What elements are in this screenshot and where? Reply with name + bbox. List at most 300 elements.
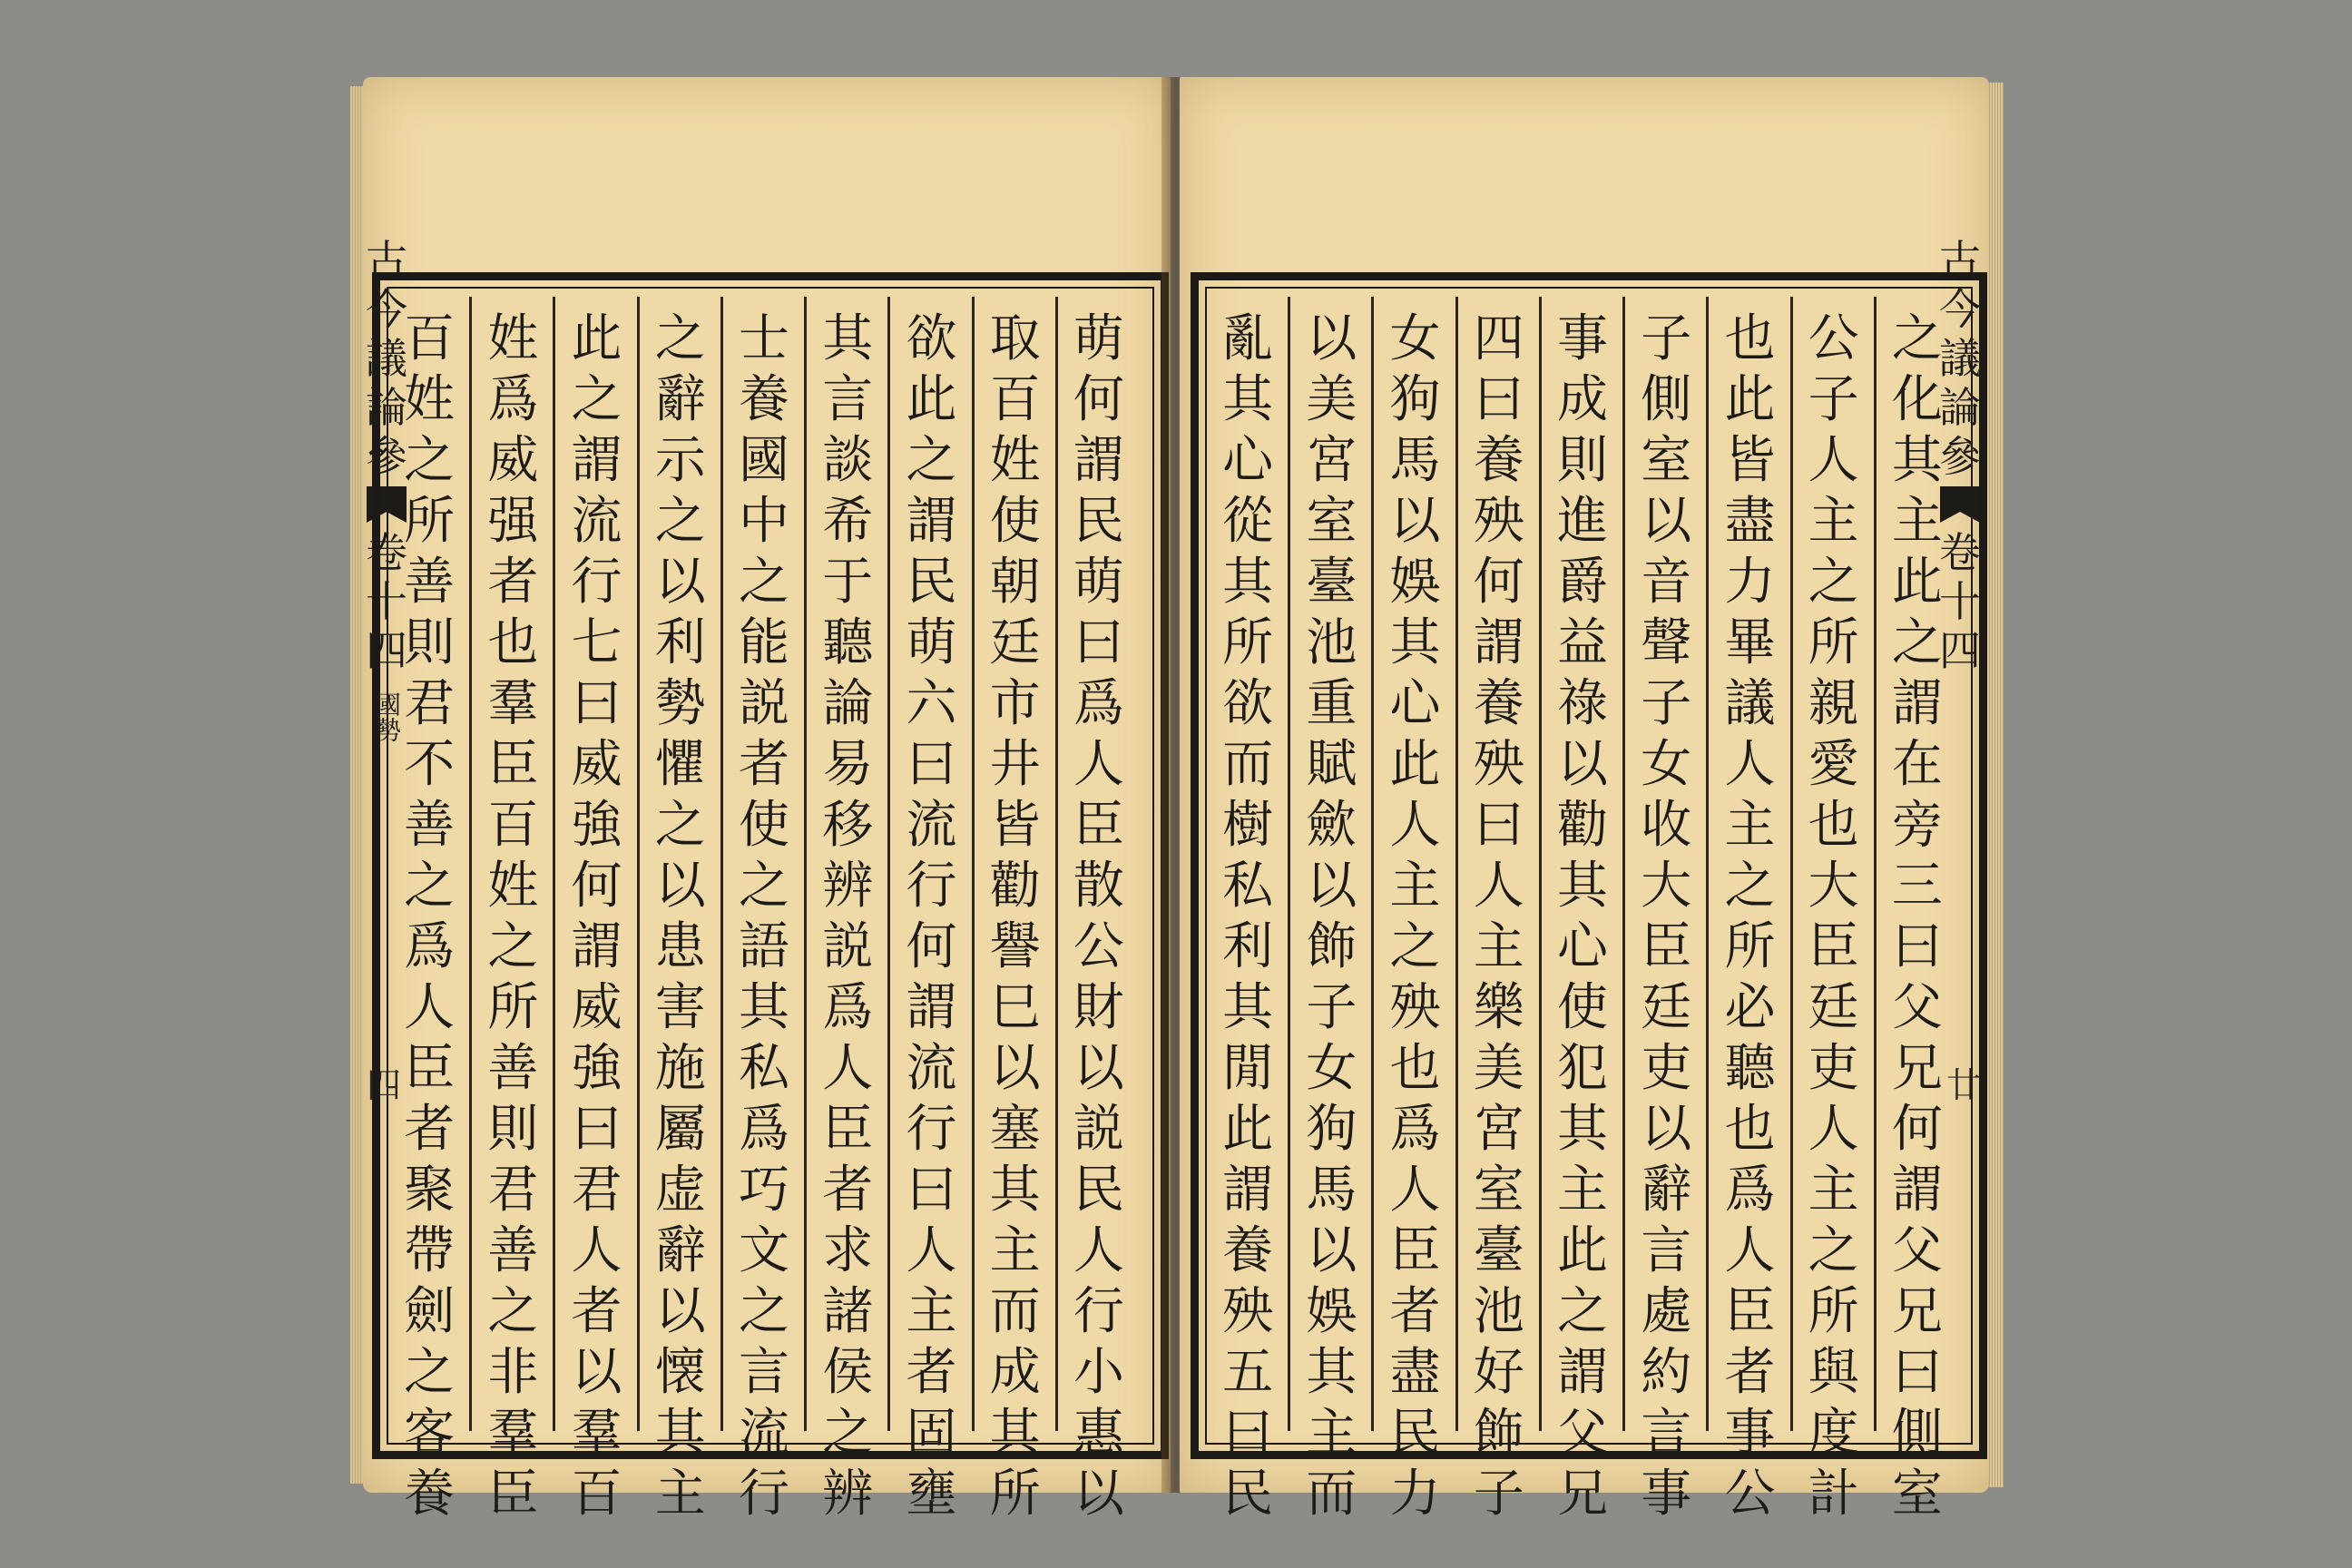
character: 何: [1073, 370, 1124, 429]
character: 聽: [1724, 1039, 1776, 1098]
column-rule: [469, 297, 472, 1431]
character: 六: [906, 674, 957, 733]
character: 爵: [1557, 553, 1608, 612]
left-page-edges: [350, 86, 363, 1484]
character: 私: [1222, 857, 1274, 916]
character: 廷: [1641, 978, 1692, 1037]
character: 之: [1389, 917, 1441, 976]
character: 流: [571, 492, 622, 551]
character: 辨: [822, 1465, 874, 1524]
character: 何: [1473, 553, 1524, 612]
character: 之: [1724, 857, 1776, 916]
character: 以: [1306, 857, 1357, 916]
character: 臣: [1389, 1221, 1441, 1280]
character: 懼: [654, 735, 706, 794]
column-rule: [1455, 297, 1458, 1431]
character: 威: [571, 735, 622, 794]
character: 流: [906, 1039, 957, 1098]
character: 者: [739, 735, 789, 794]
character: 之: [1557, 1282, 1608, 1341]
character: 人: [1389, 796, 1441, 855]
character: 市: [989, 674, 1041, 733]
character: 民: [1073, 492, 1124, 551]
character: 美: [1473, 1039, 1524, 1098]
character: 曰: [1222, 1404, 1274, 1463]
character: 公: [1073, 917, 1124, 976]
character: 行: [739, 1465, 789, 1524]
character: 希: [822, 492, 874, 551]
character: 心: [1389, 674, 1441, 733]
character: 其: [1891, 431, 1943, 490]
character: 馬: [1389, 431, 1441, 490]
character: 百: [989, 370, 1041, 429]
character: 巧: [739, 1161, 789, 1220]
character: 也: [1389, 1039, 1441, 1098]
margin-title-char: 論: [366, 383, 407, 432]
character: 曰: [906, 1161, 957, 1220]
character: 之: [654, 309, 706, 368]
character: 曰: [1891, 917, 1943, 976]
character: 施: [654, 1039, 706, 1098]
character: 爲: [1724, 1161, 1776, 1220]
character: 者: [1389, 1282, 1441, 1341]
character: 旁: [1891, 796, 1943, 855]
character: 萌: [1073, 553, 1124, 612]
character: 主: [989, 1221, 1041, 1280]
character: 易: [822, 735, 874, 794]
character: 羣: [571, 1404, 622, 1463]
character: 言: [822, 370, 874, 429]
text-column: [809, 309, 886, 1524]
character: 井: [989, 735, 1041, 794]
character: 之: [404, 857, 456, 916]
character: 人: [404, 978, 456, 1037]
character: 善: [487, 1039, 539, 1098]
character: 民: [1222, 1465, 1274, 1524]
text-column: [475, 309, 551, 1524]
character: 爲: [739, 1100, 789, 1159]
character: 娛: [1306, 1282, 1357, 1341]
character: 收: [1641, 796, 1692, 855]
column-rule: [553, 297, 555, 1431]
character: 祿: [1557, 674, 1608, 733]
margin-volume-char: 四: [366, 626, 407, 675]
text-column: [1796, 309, 1872, 1524]
character: 也: [487, 613, 539, 672]
character: 姓: [989, 431, 1041, 490]
character: 所: [404, 492, 456, 551]
character: 美: [1306, 370, 1357, 429]
character: 人: [822, 1039, 874, 1098]
character: 所: [1724, 917, 1776, 976]
character: 虚: [654, 1161, 706, 1220]
character: 私: [739, 1039, 789, 1098]
margin-title-char: 今: [1939, 285, 1981, 334]
character: 處: [1641, 1282, 1692, 1341]
character: 之: [1891, 309, 1943, 368]
character: 論: [822, 674, 874, 733]
character: 塞: [989, 1100, 1041, 1159]
character: 臣: [404, 1039, 456, 1098]
character: 人: [1389, 1161, 1441, 1220]
character: 人: [1724, 735, 1776, 794]
character: 主: [1724, 796, 1776, 855]
character: 犯: [1557, 1039, 1608, 1098]
column-rule: [1790, 297, 1793, 1431]
open-book: [363, 77, 1989, 1524]
character: 以: [1306, 309, 1357, 368]
character: 主: [1808, 1161, 1859, 1220]
character: 而: [989, 1282, 1041, 1341]
character: 譽: [989, 917, 1041, 976]
character: 殃: [1389, 978, 1441, 1037]
character: 民: [1389, 1404, 1441, 1463]
text-column: [1628, 309, 1704, 1524]
character: 行: [1073, 1282, 1124, 1341]
character: 使: [739, 796, 789, 855]
character: 欲: [1222, 674, 1274, 733]
character: 謂: [1473, 613, 1524, 672]
character: 朝: [989, 553, 1041, 612]
character: 此: [1724, 370, 1776, 429]
character: 羣: [487, 674, 539, 733]
character: 此: [1891, 553, 1943, 612]
character: 臣: [487, 1465, 539, 1524]
column-rule: [972, 297, 975, 1431]
character: 流: [906, 796, 957, 855]
character: 其: [1557, 857, 1608, 916]
character: 愛: [1808, 735, 1859, 794]
character: 進: [1557, 492, 1608, 551]
character: 成: [1557, 370, 1608, 429]
character: 三: [1891, 857, 1943, 916]
character: 則: [404, 613, 456, 672]
character: 公: [1724, 1465, 1776, 1524]
character: 計: [1808, 1465, 1859, 1524]
character: 廷: [1808, 978, 1859, 1037]
character: 之: [654, 492, 706, 551]
character: 約: [1641, 1343, 1692, 1402]
margin-volume-char: 四: [1939, 626, 1981, 675]
character: 則: [487, 1100, 539, 1159]
character: 事: [1557, 309, 1608, 368]
character: 所: [1808, 613, 1859, 672]
character: 曰: [571, 674, 622, 733]
character: 之: [404, 431, 456, 490]
character: 女: [1306, 1039, 1357, 1098]
character: 閒: [1222, 1039, 1274, 1098]
character: 臺: [1473, 1221, 1524, 1280]
character: 殃: [1222, 1282, 1274, 1341]
right-page-edges: [1989, 83, 2004, 1487]
character: 固: [906, 1404, 957, 1463]
margin-title-char: 議: [366, 334, 407, 383]
character: 使: [1557, 978, 1608, 1037]
character: 百: [487, 796, 539, 855]
character: 心: [1557, 917, 1608, 976]
character: 萌: [906, 613, 957, 672]
character: 父: [1891, 1221, 1943, 1280]
character: 公: [1808, 309, 1859, 368]
character: 室: [1641, 431, 1692, 490]
character: 强: [487, 492, 539, 551]
character: 者: [822, 1161, 874, 1220]
character: 其: [1389, 613, 1441, 672]
character: 曰: [1473, 370, 1524, 429]
character: 成: [989, 1343, 1041, 1402]
character: 其: [822, 309, 874, 368]
margin-title-char: 古: [366, 236, 407, 285]
character: 姓: [487, 857, 539, 916]
character: 欲: [906, 309, 957, 368]
character: 益: [1557, 613, 1608, 672]
character: 主: [1473, 917, 1524, 976]
text-column: [1711, 309, 1788, 1524]
character: 亂: [1222, 309, 1274, 368]
character: 臣: [1073, 796, 1124, 855]
character: 懐: [654, 1343, 706, 1402]
character: 聽: [822, 613, 874, 672]
character: 以: [654, 857, 706, 916]
character: 度: [1808, 1404, 1859, 1463]
character: 者: [906, 1343, 957, 1402]
character: 人: [1473, 857, 1524, 916]
column-rule: [1874, 297, 1877, 1431]
character: 害: [654, 978, 706, 1037]
character: 之: [404, 1343, 456, 1402]
character: 池: [1473, 1282, 1524, 1341]
character: 音: [1641, 553, 1692, 612]
character: 主: [1557, 1161, 1608, 1220]
character: 善: [487, 1221, 539, 1280]
character: 人: [1073, 1221, 1124, 1280]
character: 之: [487, 917, 539, 976]
character: 人: [1073, 735, 1124, 794]
character: 樹: [1222, 796, 1274, 855]
character: 之: [487, 1282, 539, 1341]
character: 謂: [906, 978, 957, 1037]
text-column: [559, 309, 635, 1524]
character: 其: [1222, 370, 1274, 429]
character: 何: [1891, 1100, 1943, 1159]
character: 也: [1724, 1100, 1776, 1159]
character: 強: [571, 796, 622, 855]
character: 之: [822, 1404, 874, 1463]
margin-title-char: 古: [1939, 236, 1981, 285]
character: 主: [1891, 492, 1943, 551]
character: 養: [1473, 431, 1524, 490]
character: 壅: [906, 1465, 957, 1524]
column-rule: [1539, 297, 1542, 1431]
character: 化: [1891, 370, 1943, 429]
character: 小: [1073, 1343, 1124, 1402]
margin-title-char: 議: [1939, 334, 1981, 383]
character: 中: [739, 492, 789, 551]
margin-title-char: 論: [1939, 383, 1981, 432]
character: 謂: [906, 492, 957, 551]
text-column: [1879, 309, 1955, 1524]
character: 飾: [1473, 1404, 1524, 1463]
character: 也: [1808, 796, 1859, 855]
character: 辭: [654, 1221, 706, 1280]
text-column: [1461, 309, 1537, 1524]
character: 者: [1724, 1343, 1776, 1402]
character: 之: [739, 1282, 789, 1341]
character: 養: [1473, 674, 1524, 733]
character: 歛: [1306, 796, 1357, 855]
character: 者: [404, 1100, 456, 1159]
character: 皆: [989, 796, 1041, 855]
character: 言: [1641, 1404, 1692, 1463]
right-page: [1180, 77, 1989, 1524]
character: 謂: [1222, 1161, 1274, 1220]
character: 爲: [1389, 1100, 1441, 1159]
character: 曰: [1891, 1343, 1943, 1402]
character: 姓: [487, 309, 539, 368]
character: 狗: [1306, 1100, 1357, 1159]
character: 臣: [1641, 917, 1692, 976]
character: 謂: [1073, 431, 1124, 490]
character: 君: [571, 1161, 622, 1220]
character: 使: [989, 492, 1041, 551]
character: 非: [487, 1343, 539, 1402]
character: 勢: [654, 674, 706, 733]
character: 以: [1389, 492, 1441, 551]
margin-title-char: 今: [366, 285, 407, 334]
character: 宮: [1306, 431, 1357, 490]
character: 曰: [906, 735, 957, 794]
character: 五: [1222, 1343, 1274, 1402]
character: 帶: [404, 1221, 456, 1280]
character: 此: [1222, 1100, 1274, 1159]
character: 強: [571, 1039, 622, 1098]
character: 親: [1808, 674, 1859, 733]
character: 兄: [1891, 1282, 1943, 1341]
character: 之: [906, 431, 957, 490]
character: 曰: [1473, 796, 1524, 855]
character: 示: [654, 431, 706, 490]
character: 民: [1073, 1161, 1124, 1220]
character: 謂: [571, 917, 622, 976]
character: 子: [1808, 370, 1859, 429]
character: 殃: [1473, 492, 1524, 551]
character: 人: [906, 1221, 957, 1280]
character: 威: [571, 978, 622, 1037]
character: 姓: [404, 370, 456, 429]
character: 聚: [404, 1161, 456, 1220]
character: 不: [404, 735, 456, 794]
character: 士: [739, 309, 789, 368]
character: 子: [1306, 978, 1357, 1037]
character: 其: [989, 1404, 1041, 1463]
margin-section: 國勢: [372, 691, 402, 742]
character: 樂: [1473, 978, 1524, 1037]
column-rule: [887, 297, 890, 1431]
character: 與: [1808, 1343, 1859, 1402]
character: 以: [1073, 1465, 1124, 1524]
character: 所: [1808, 1282, 1859, 1341]
character: 畢: [1724, 613, 1776, 672]
character: 心: [1222, 431, 1274, 490]
text-column: [726, 309, 802, 1524]
character: 養: [404, 1465, 456, 1524]
character: 宮: [1473, 1100, 1524, 1159]
character: 其: [1557, 1100, 1608, 1159]
character: 取: [989, 309, 1041, 368]
character: 重: [1306, 674, 1357, 733]
character: 以: [1306, 1221, 1357, 1280]
character: 之: [1891, 613, 1943, 672]
character: 其: [654, 1404, 706, 1463]
column-rule: [1055, 297, 1058, 1431]
text-column: [893, 309, 969, 1524]
right-folio: 廿: [1946, 1065, 1982, 1105]
character: 室: [1891, 1465, 1943, 1524]
character: 勸: [989, 857, 1041, 916]
character: 屬: [654, 1100, 706, 1159]
character: 行: [906, 1100, 957, 1159]
character: 臣: [1808, 917, 1859, 976]
character: 謂: [1891, 1161, 1943, 1220]
column-rule: [720, 297, 723, 1431]
character: 諸: [822, 1282, 874, 1341]
character: 臺: [1306, 553, 1357, 612]
character: 爲: [1073, 674, 1124, 733]
column-rule: [1288, 297, 1290, 1431]
character: 主: [1808, 492, 1859, 551]
character: 養: [1222, 1221, 1274, 1280]
character: 侯: [822, 1343, 874, 1402]
character: 七: [571, 613, 622, 672]
character: 者: [571, 1282, 622, 1341]
margin-title-char: 參: [1939, 432, 1981, 481]
character: 行: [906, 857, 957, 916]
character: 辨: [822, 857, 874, 916]
character: 必: [1724, 978, 1776, 1037]
character: 事: [1641, 1465, 1692, 1524]
character: 患: [654, 917, 706, 976]
column-rule: [1706, 297, 1709, 1431]
character: 所: [1222, 613, 1274, 672]
text-column: [1377, 309, 1454, 1524]
character: 謂: [571, 431, 622, 490]
character: 其: [1306, 1343, 1357, 1402]
character: 者: [487, 553, 539, 612]
character: 曰: [571, 1100, 622, 1159]
character: 其: [1222, 553, 1274, 612]
character: 子: [1641, 674, 1692, 733]
margin-volume-char: 十: [366, 577, 407, 626]
left-folio: 四: [367, 1065, 402, 1105]
character: 所: [487, 978, 539, 1037]
character: 子: [1473, 1465, 1524, 1524]
character: 之: [654, 796, 706, 855]
character: 力: [1389, 1465, 1441, 1524]
character: 之: [1808, 553, 1859, 612]
character: 兄: [1891, 1039, 1943, 1098]
margin-volume-char: 卷: [1939, 528, 1981, 577]
text-column: [1544, 309, 1621, 1524]
character: 父: [1557, 1404, 1608, 1463]
character: 客: [404, 1404, 456, 1463]
character: 主: [906, 1282, 957, 1341]
character: 池: [1306, 613, 1357, 672]
character: 則: [1557, 431, 1608, 490]
character: 財: [1073, 978, 1124, 1037]
character: 人: [1808, 1100, 1859, 1159]
character: 謂: [1557, 1343, 1608, 1402]
character: 能: [739, 613, 789, 672]
